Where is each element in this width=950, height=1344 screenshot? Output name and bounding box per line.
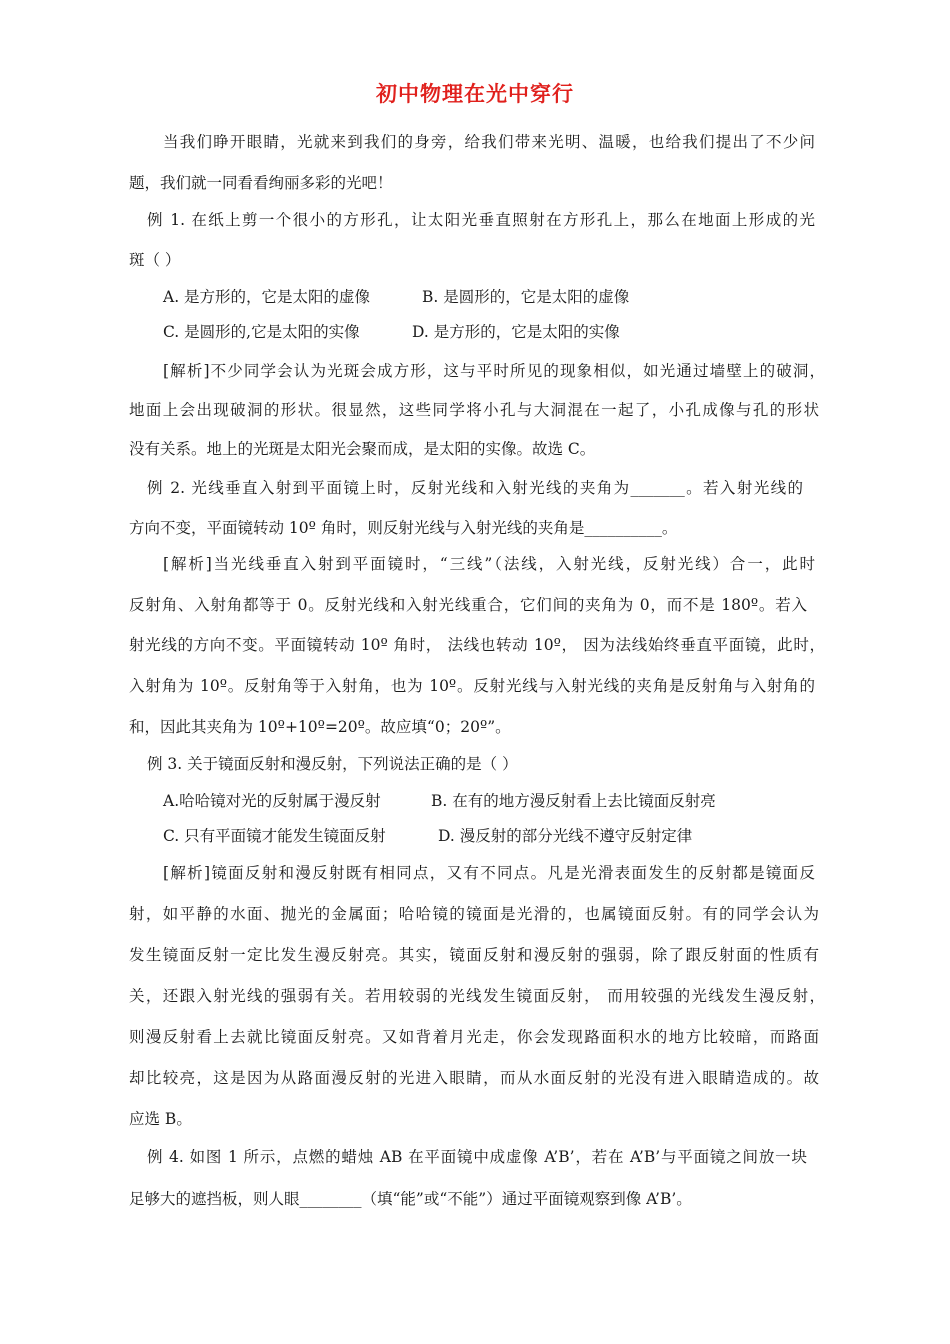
analysis-line: [解析]不少同学会认为光斑会成方形，这与平时所见的现象相似，如光通过墙壁上的破洞，	[163, 362, 825, 380]
analysis-line: 反射角、入射角都等于 0。反射光线和入射光线重合，它们间的夹角为 0，而不是 180º。若入	[129, 596, 807, 614]
analysis-line: 却比较亮，这是因为从路面漫反射的光进入眼睛，而从水面反射的光没有进入眼睛造成的。故	[129, 1069, 819, 1087]
analysis-line: 应选 B。	[129, 1110, 192, 1128]
analysis-line: 则漫反射看上去就比镜面反射亮。又如背着月光走，你会发现路面积水的地方比较暗，而路面	[129, 1028, 819, 1046]
question-line: 例 3. 关于镜面反射和漫反射，下列说法正确的是（ ）	[147, 755, 518, 773]
question-line: 斑（ ）	[129, 251, 181, 269]
paragraph-line: 题，我们就一同看看绚丽多彩的光吧！	[129, 174, 393, 192]
option-d: D. 漫反射的部分光线不遵守反射定律	[438, 827, 693, 845]
option-a: A.哈哈镜对光的反射属于漫反射	[163, 792, 381, 810]
page-title: 初中物理在光中穿行	[376, 81, 574, 106]
analysis-line: 地面上会出现破洞的形状。很显然，这些同学将小孔与大洞混在一起了，小孔成像与孔的形状	[129, 401, 819, 419]
analysis-line: 关，还跟入射光线的强弱有关。若用较弱的光线发生镜面反射， 而用较强的光线发生漫反射，	[129, 987, 825, 1005]
analysis-line: 发生镜面反射一定比发生漫反射亮。其实，镜面反射和漫反射的强弱，除了跟反射面的性质有	[129, 946, 819, 964]
analysis-line: [解析]镜面反射和漫反射既有相同点，又有不同点。凡是光滑表面发生的反射都是镜面反	[163, 864, 815, 882]
analysis-line: 入射角为 10º。反射角等于入射角，也为 10º。反射光线与入射光线的夹角是反射角与入射角的	[129, 677, 815, 695]
option-b: B. 在有的地方漫反射看上去比镜面反射亮	[431, 792, 716, 810]
option-a: A. 是方形的，它是太阳的虚像	[163, 288, 371, 306]
question-line: 方向不变，平面镜转动 10º 角时，则反射光线与入射光线的夹角是__________。	[129, 519, 678, 537]
option-c: C. 只有平面镜才能发生镜面反射	[163, 827, 386, 845]
option-d: D. 是方形的，它是太阳的实像	[412, 323, 620, 341]
analysis-line: [解析]当光线垂直入射到平面镜时，“三线”（法线，入射光线，反射光线）合一，此时	[163, 555, 815, 573]
option-b: B. 是圆形的，它是太阳的虚像	[422, 288, 630, 306]
question-line: 例 4. 如图 1 所示，点燃的蜡烛 AB 在平面镜中成虚像 A’B’，若在 A’B’与平面镜之间放一块	[147, 1148, 807, 1166]
analysis-line: 和，因此其夹角为 10º+10º=20º。故应填“0；20º”。	[129, 718, 511, 736]
option-c: C. 是圆形的,它是太阳的实像	[163, 323, 360, 341]
question-line: 例 1. 在纸上剪一个很小的方形孔，让太阳光垂直照射在方形孔上，那么在地面上形成的光	[147, 211, 815, 229]
paragraph-line: 当我们睁开眼睛，光就来到我们的身旁，给我们带来光明、温暖，也给我们提出了不少问	[163, 133, 815, 151]
analysis-line: 没有关系。地上的光斑是太阳光会聚而成，是太阳的实像。故选 C。	[129, 440, 596, 458]
analysis-line: 射光线的方向不变。平面镜转动 10º 角时， 法线也转动 10º， 因为法线始终垂直平面镜，此时，	[129, 636, 825, 654]
question-line: 足够大的遮挡板，则人眼________（填“能”或“不能”）通过平面镜观察到像 A’B’。	[129, 1190, 692, 1208]
analysis-line: 射，如平静的水面、抛光的金属面；哈哈镜的镜面是光滑的，也属镜面反射。有的同学会认为	[129, 905, 819, 923]
question-line: 例 2. 光线垂直入射到平面镜上时，反射光线和入射光线的夹角为_______。若入射光线的	[147, 479, 803, 497]
